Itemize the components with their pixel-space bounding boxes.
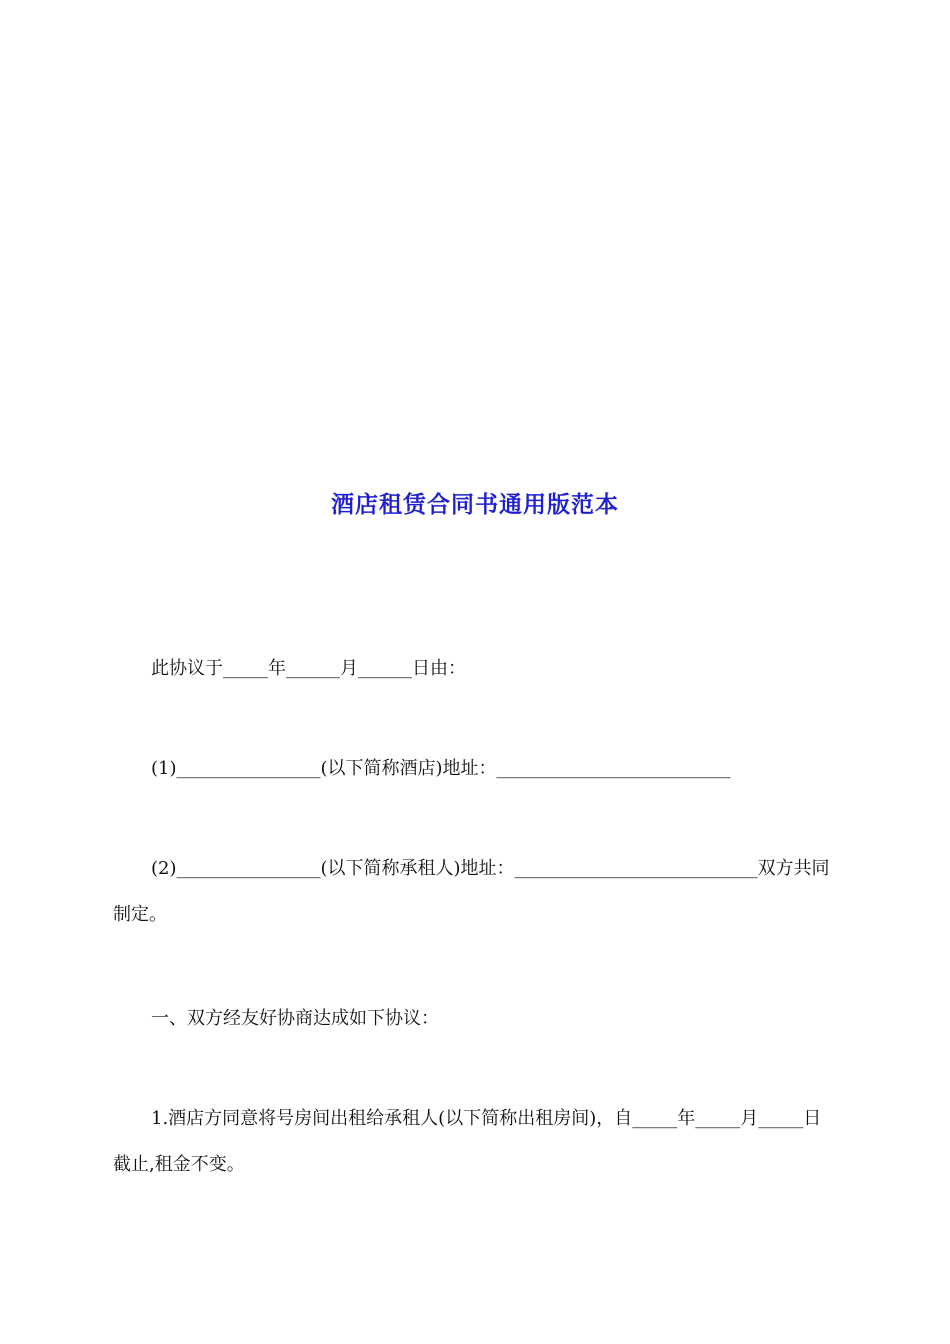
section-one-heading: 一、双方经友好协商达成如下协议： xyxy=(151,1008,439,1029)
lessee-party-paragraph: (2)________________(以下简称承租人)地址：___________________________双方共同制定。 xyxy=(113,858,830,925)
agreement-date-paragraph: 此协议于_____年______月______日由： xyxy=(151,658,466,679)
document-title: 酒店租赁合同书通用版范本 xyxy=(331,491,619,518)
clause-one-paragraph: 1.酒店方同意将号房间出租给承租人(以下简称出租房间)，自_____年_____月_____日截止,租金不变。 xyxy=(113,1108,822,1175)
hotel-party-paragraph: (1)________________(以下简称酒店)地址：__________________________ xyxy=(151,758,731,779)
